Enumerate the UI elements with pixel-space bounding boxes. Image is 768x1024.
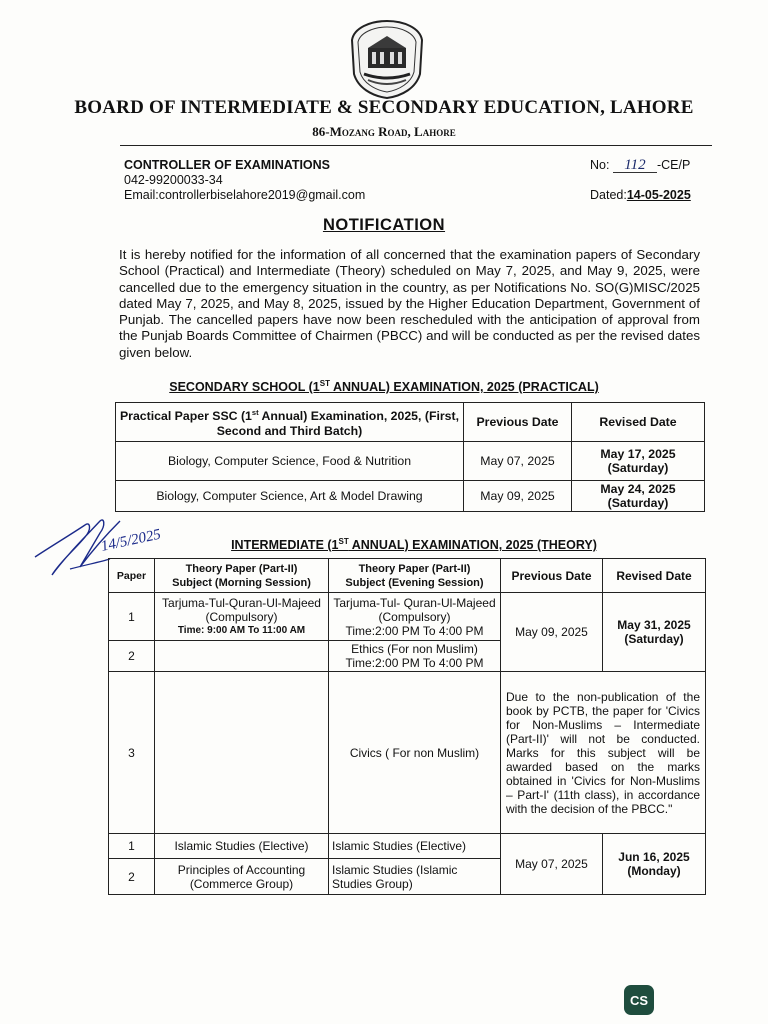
table-header-row [116,403,705,442]
notification-heading-text: NOTIFICATION [322,216,446,234]
header-divider [120,145,712,146]
paper-number-cell: 1 [109,834,155,859]
evening-subject: Ethics (For non Muslim) [351,642,478,656]
revised-day: (Monday) [627,864,681,878]
reference-block [590,158,691,203]
board-name: BOARD OF INTERMEDIATE & SECONDARY EDUCATION, LAHORE [74,97,694,118]
morning-time: Time: 9:00 AM To 11:00 AM [177,624,306,636]
paper-number-cell: 1 [109,593,155,641]
secondary-schedule-table [115,402,705,512]
morning-subject-cell [155,672,329,834]
evening-subject-cell: Civics ( For non Muslim) [329,672,501,834]
previous-date-cell: May 09, 2025 [464,481,572,512]
table-row [109,834,706,859]
column-header-revised-date: Revised Date [603,559,706,593]
reference-no-value: 112 [613,159,657,173]
column-header-morning-subject: Theory Paper (Part-II) Subject (Morning Session) [155,559,329,593]
revised-date: Jun 16, 2025 [618,850,690,864]
column-header-previous-date: Previous Date [501,559,603,593]
paper-number-cell: 3 [109,672,155,834]
evening-subject-cell [329,641,501,672]
evening-subject: Tarjuma-Tul- Quran-Ul-Majeed (Compulsory) [333,595,496,624]
revised-day: (Saturday) [624,632,684,646]
intermediate-section-heading [30,537,768,552]
table-row [116,481,705,512]
morning-subject-cell [155,641,329,672]
morning-subject-cell [155,593,329,641]
dated-value: 14-05-2025 [626,188,691,202]
reference-no-label: No: [590,158,610,172]
civics-note-cell: Due to the non-publication of the book by PCTB, the paper for 'Civics for Non-Muslims – Intermediate (Part-II)' will not be conducted. Marks for this subject will be awarded based on the marks obtained in 'Civics for Non-Muslims – Part-I' (11th class), in accordance with the decision of the PBCC." [501,672,706,834]
column-header-previous-date: Previous Date [464,403,572,442]
evening-time: Time:2:00 PM To 4:00 PM [345,623,484,638]
previous-date-cell: May 09, 2025 [501,593,603,672]
table-header-row [109,559,706,593]
morning-subject-cell: Principles of Accounting (Commerce Group) [155,859,329,895]
intermediate-heading-sup: ST [338,537,349,546]
column-header-paper: Practical Paper SSC (1st Annual) Examination, 2025, (First, Second and Third Batch) [116,403,464,442]
reference-date [590,188,691,203]
camscanner-badge-icon: CS [624,985,654,1015]
revised-day: (Saturday) [607,461,669,475]
intermediate-schedule-table [108,558,706,895]
revised-date: May 17, 2025 [600,447,676,461]
phone-number: 042-99200033-34 [124,173,223,187]
contact-block [124,158,365,203]
revised-day: (Saturday) [607,496,669,510]
revised-date-cell [603,593,706,672]
secondary-heading-post: ANNUAL) EXAMINATION, 2025 (PRACTICAL) [329,380,599,395]
revised-date: May 24, 2025 [600,482,676,496]
revised-date-cell [572,481,705,512]
board-address: 86-Mozang Road, Lahore [312,124,456,139]
reference-number [590,158,691,173]
paper-number-cell: 2 [109,641,155,672]
intermediate-heading-pre: INTERMEDIATE (1 [231,538,339,553]
evening-subject-cell: Islamic Studies (Islamic Studies Group) [329,859,501,895]
board-emblem-logo [346,18,428,100]
handwritten-date: 14/5/2025 [99,526,163,555]
paper-cell: Biology, Computer Science, Art & Model Drawing [116,481,464,512]
revised-date: May 31, 2025 [617,618,691,632]
paper-cell: Biology, Computer Science, Food & Nutrition [116,442,464,481]
previous-date-cell: May 07, 2025 [501,834,603,895]
email-address: Email:controllerbiselahore2019@gmail.com [124,188,366,202]
intermediate-heading-post: ANNUAL) EXAMINATION, 2025 (THEORY) [348,538,597,553]
evening-subject-cell [329,593,501,641]
column-header-evening-subject: Theory Paper (Part-II) Subject (Evening Session) [329,559,501,593]
column-header-revised-date: Revised Date [572,403,705,442]
evening-time: Time:2:00 PM To 4:00 PM [345,656,484,670]
reference-no-suffix: -CE/P [656,158,691,172]
evening-subject-cell: Islamic Studies (Elective) [329,834,501,859]
paper-number-cell: 2 [109,859,155,895]
revised-date-cell [603,834,706,895]
morning-subject-cell: Islamic Studies (Elective) [155,834,329,859]
secondary-heading-sup: ST [319,379,330,388]
previous-date-cell: May 07, 2025 [464,442,572,481]
dated-label: Dated: [590,188,627,202]
office-title: CONTROLLER OF EXAMINATIONS [124,158,331,172]
table-row [109,672,706,834]
revised-date-cell [572,442,705,481]
notification-heading [0,216,768,235]
table-row [116,442,705,481]
secondary-heading-pre: SECONDARY SCHOOL (1 [169,380,320,395]
notification-body: It is hereby notified for the information of all concerned that the examination papers of Secondary School (Practical) and Intermediate (Theory) scheduled on May 7, 2025, and May 9, 2025, were cancelled due to the emergency situation in the country, as per Notifications No. SO(G)MISC/2025 dated May 7, 2025, and May 8, 2025, issued by the Higher Education Department, Government of Punjab. The cancelled papers have now been rescheduled with the anticipation of approval from the Punjab Boards Committee of Chairmen (PBCC) and will be conducted as per the revised dates given below. [119,247,700,360]
table-row [109,593,706,641]
secondary-section-heading [0,379,768,394]
morning-subject: Tarjuma-Tul-Quran-Ul-Majeed (Compulsory) [162,595,321,624]
column-header-paper: Paper [109,559,155,593]
